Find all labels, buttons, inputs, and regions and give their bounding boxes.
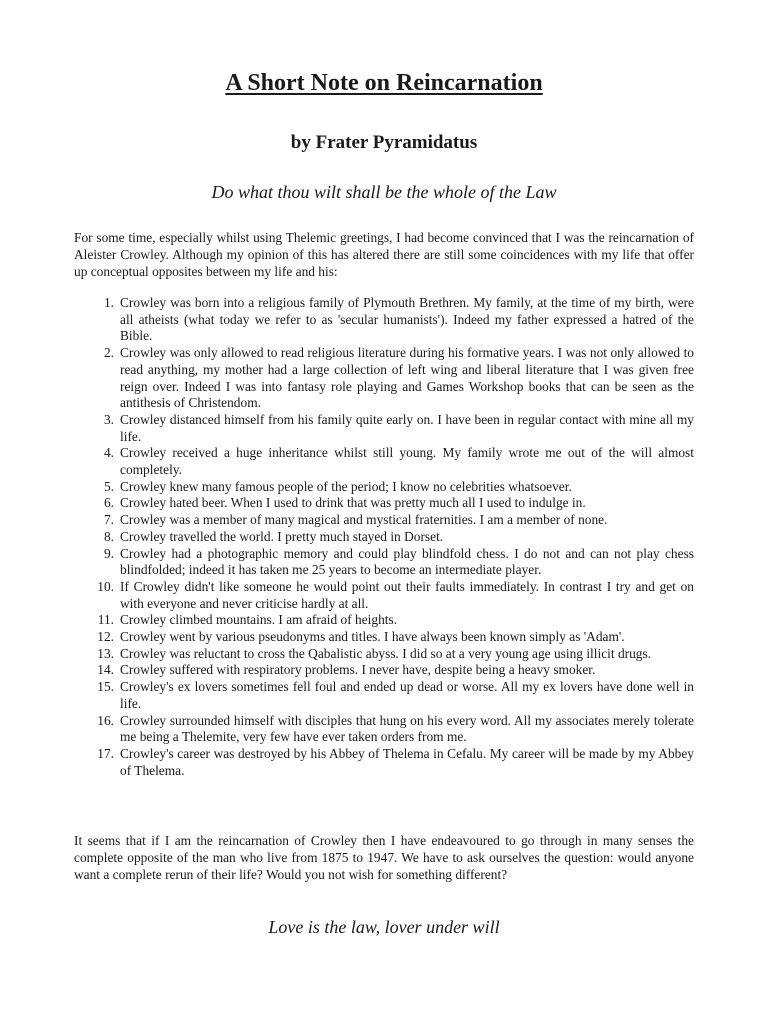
list-item-number: 10. bbox=[97, 578, 114, 594]
list-item-text: Crowley's career was destroyed by his Abbey of Thelema in Cefalu. My career will be made by my Abbey of Thelema. bbox=[120, 745, 694, 778]
list-item-number: 7. bbox=[103, 512, 114, 528]
list-item bbox=[74, 529, 694, 546]
list-item bbox=[74, 662, 694, 679]
list-item-text: Crowley distanced himself from his family quite early on. I have been in regular contact with mine all my life. bbox=[120, 411, 694, 444]
list-item-number: 15. bbox=[97, 679, 114, 695]
list-item bbox=[74, 495, 694, 512]
opening-motto: Do what thou wilt shall be the whole of the Law bbox=[211, 182, 557, 202]
list-item bbox=[74, 646, 694, 663]
list-item-number: 5. bbox=[103, 478, 114, 494]
list-item-number: 14. bbox=[97, 662, 114, 678]
list-item-text: Crowley travelled the world. I pretty much stayed in Dorset. bbox=[120, 528, 444, 544]
list-item bbox=[74, 479, 694, 496]
document-title: A Short Note on Reincarnation bbox=[225, 70, 543, 96]
list-item-number: 13. bbox=[97, 645, 114, 661]
list-item-text: Crowley had a photographic memory and could play blindfold chess. I do not and can not play chess blindfolded; indeed it has taken me 25 years to become an intermediate player. bbox=[120, 545, 694, 578]
list-item-text: Crowley climbed mountains. I am afraid of heights. bbox=[120, 612, 398, 628]
list-item-number: 11. bbox=[97, 612, 114, 628]
list-item-text: Crowley's ex lovers sometimes fell foul and ended up dead or worse. All my ex lovers have done well in life. bbox=[120, 679, 694, 711]
list-item-number: 1. bbox=[103, 295, 114, 310]
list-item-text: Crowley was only allowed to read religious literature during his formative years. I was not only allowed to read anything, my mother had a large collection of left wing and liberal literature that I was given free reign over. Indeed I was into fantasy role playing and Games Workshop books that can be seen as the antithesis of Christendom. bbox=[120, 345, 694, 411]
list-item-text: Crowley went by various pseudonyms and titles. I have always been known simply as 'Adam'. bbox=[120, 629, 625, 645]
list-item bbox=[74, 612, 694, 629]
intro-paragraph: For some time, especially whilst using Thelemic greetings, I had become convinced that I was the reincarnation of Aleister Crowley. Although my opinion of this has altered there are still some coincidences with my life that offer up conceptual opposites between my life and his: bbox=[74, 230, 694, 279]
list-item bbox=[74, 746, 694, 779]
list-item bbox=[74, 713, 694, 746]
list-item-number: 4. bbox=[103, 445, 114, 461]
list-item-text: Crowley was a member of many magical and mystical fraternities. I am a member of none. bbox=[120, 512, 608, 528]
conclusion-paragraph: It seems that if I am the reincarnation of Crowley then I have endeavoured to go through in many senses the complete opposite of the man who live from 1875 to 1947. We have to ask ourselves the question: would anyone want a complete rerun of their life? Would you not wish for something different? bbox=[74, 833, 694, 882]
list-item-number: 8. bbox=[103, 528, 114, 544]
list-item-number: 3. bbox=[103, 411, 114, 427]
list-item bbox=[74, 629, 694, 646]
list-item-number: 9. bbox=[103, 545, 114, 561]
list-item bbox=[74, 445, 694, 478]
list-item-text: Crowley suffered with respiratory problems. I never have, despite being a heavy smoker. bbox=[120, 662, 596, 678]
list-item-number: 16. bbox=[97, 712, 114, 728]
list-item bbox=[74, 546, 694, 579]
list-item-text: Crowley was born into a religious family of Plymouth Brethren. My family, at the time of my birth, were all atheists (what today we refer to as 'secular humanists'). Indeed my father expressed a hatred of the Bible. bbox=[120, 295, 694, 344]
list-item-text: Crowley surrounded himself with disciples that hung on his every word. All my associates merely tolerate me being a Thelemite, very few have ever taken orders from me. bbox=[120, 712, 694, 745]
coincidence-list bbox=[74, 295, 694, 779]
closing-motto: Love is the law, lover under will bbox=[268, 917, 500, 937]
list-item bbox=[74, 412, 694, 445]
document-byline: by Frater Pyramidatus bbox=[290, 132, 478, 153]
list-item bbox=[74, 579, 694, 612]
list-item-number: 6. bbox=[103, 495, 114, 511]
list-item bbox=[74, 679, 694, 712]
list-item-text: Crowley received a huge inheritance whilst still young. My family wrote me out of the will almost completely. bbox=[120, 445, 694, 478]
list-item-number: 12. bbox=[97, 629, 114, 645]
list-item-number: 2. bbox=[103, 345, 114, 361]
list-item bbox=[74, 512, 694, 529]
list-item bbox=[74, 295, 694, 345]
list-item-text: Crowley was reluctant to cross the Qabalistic abyss. I did so at a very young age using illicit drugs. bbox=[120, 645, 652, 661]
list-item-text: Crowley knew many famous people of the period; I know no celebrities whatsoever. bbox=[120, 478, 572, 494]
list-item-number: 17. bbox=[97, 745, 114, 761]
list-item bbox=[74, 345, 694, 412]
list-item-text: If Crowley didn't like someone he would point out their faults immediately. In contrast I try and get on with everyone and never criticise hardly at all. bbox=[120, 578, 694, 611]
list-item-text: Crowley hated beer. When I used to drink that was pretty much all I used to indulge in. bbox=[120, 495, 586, 511]
